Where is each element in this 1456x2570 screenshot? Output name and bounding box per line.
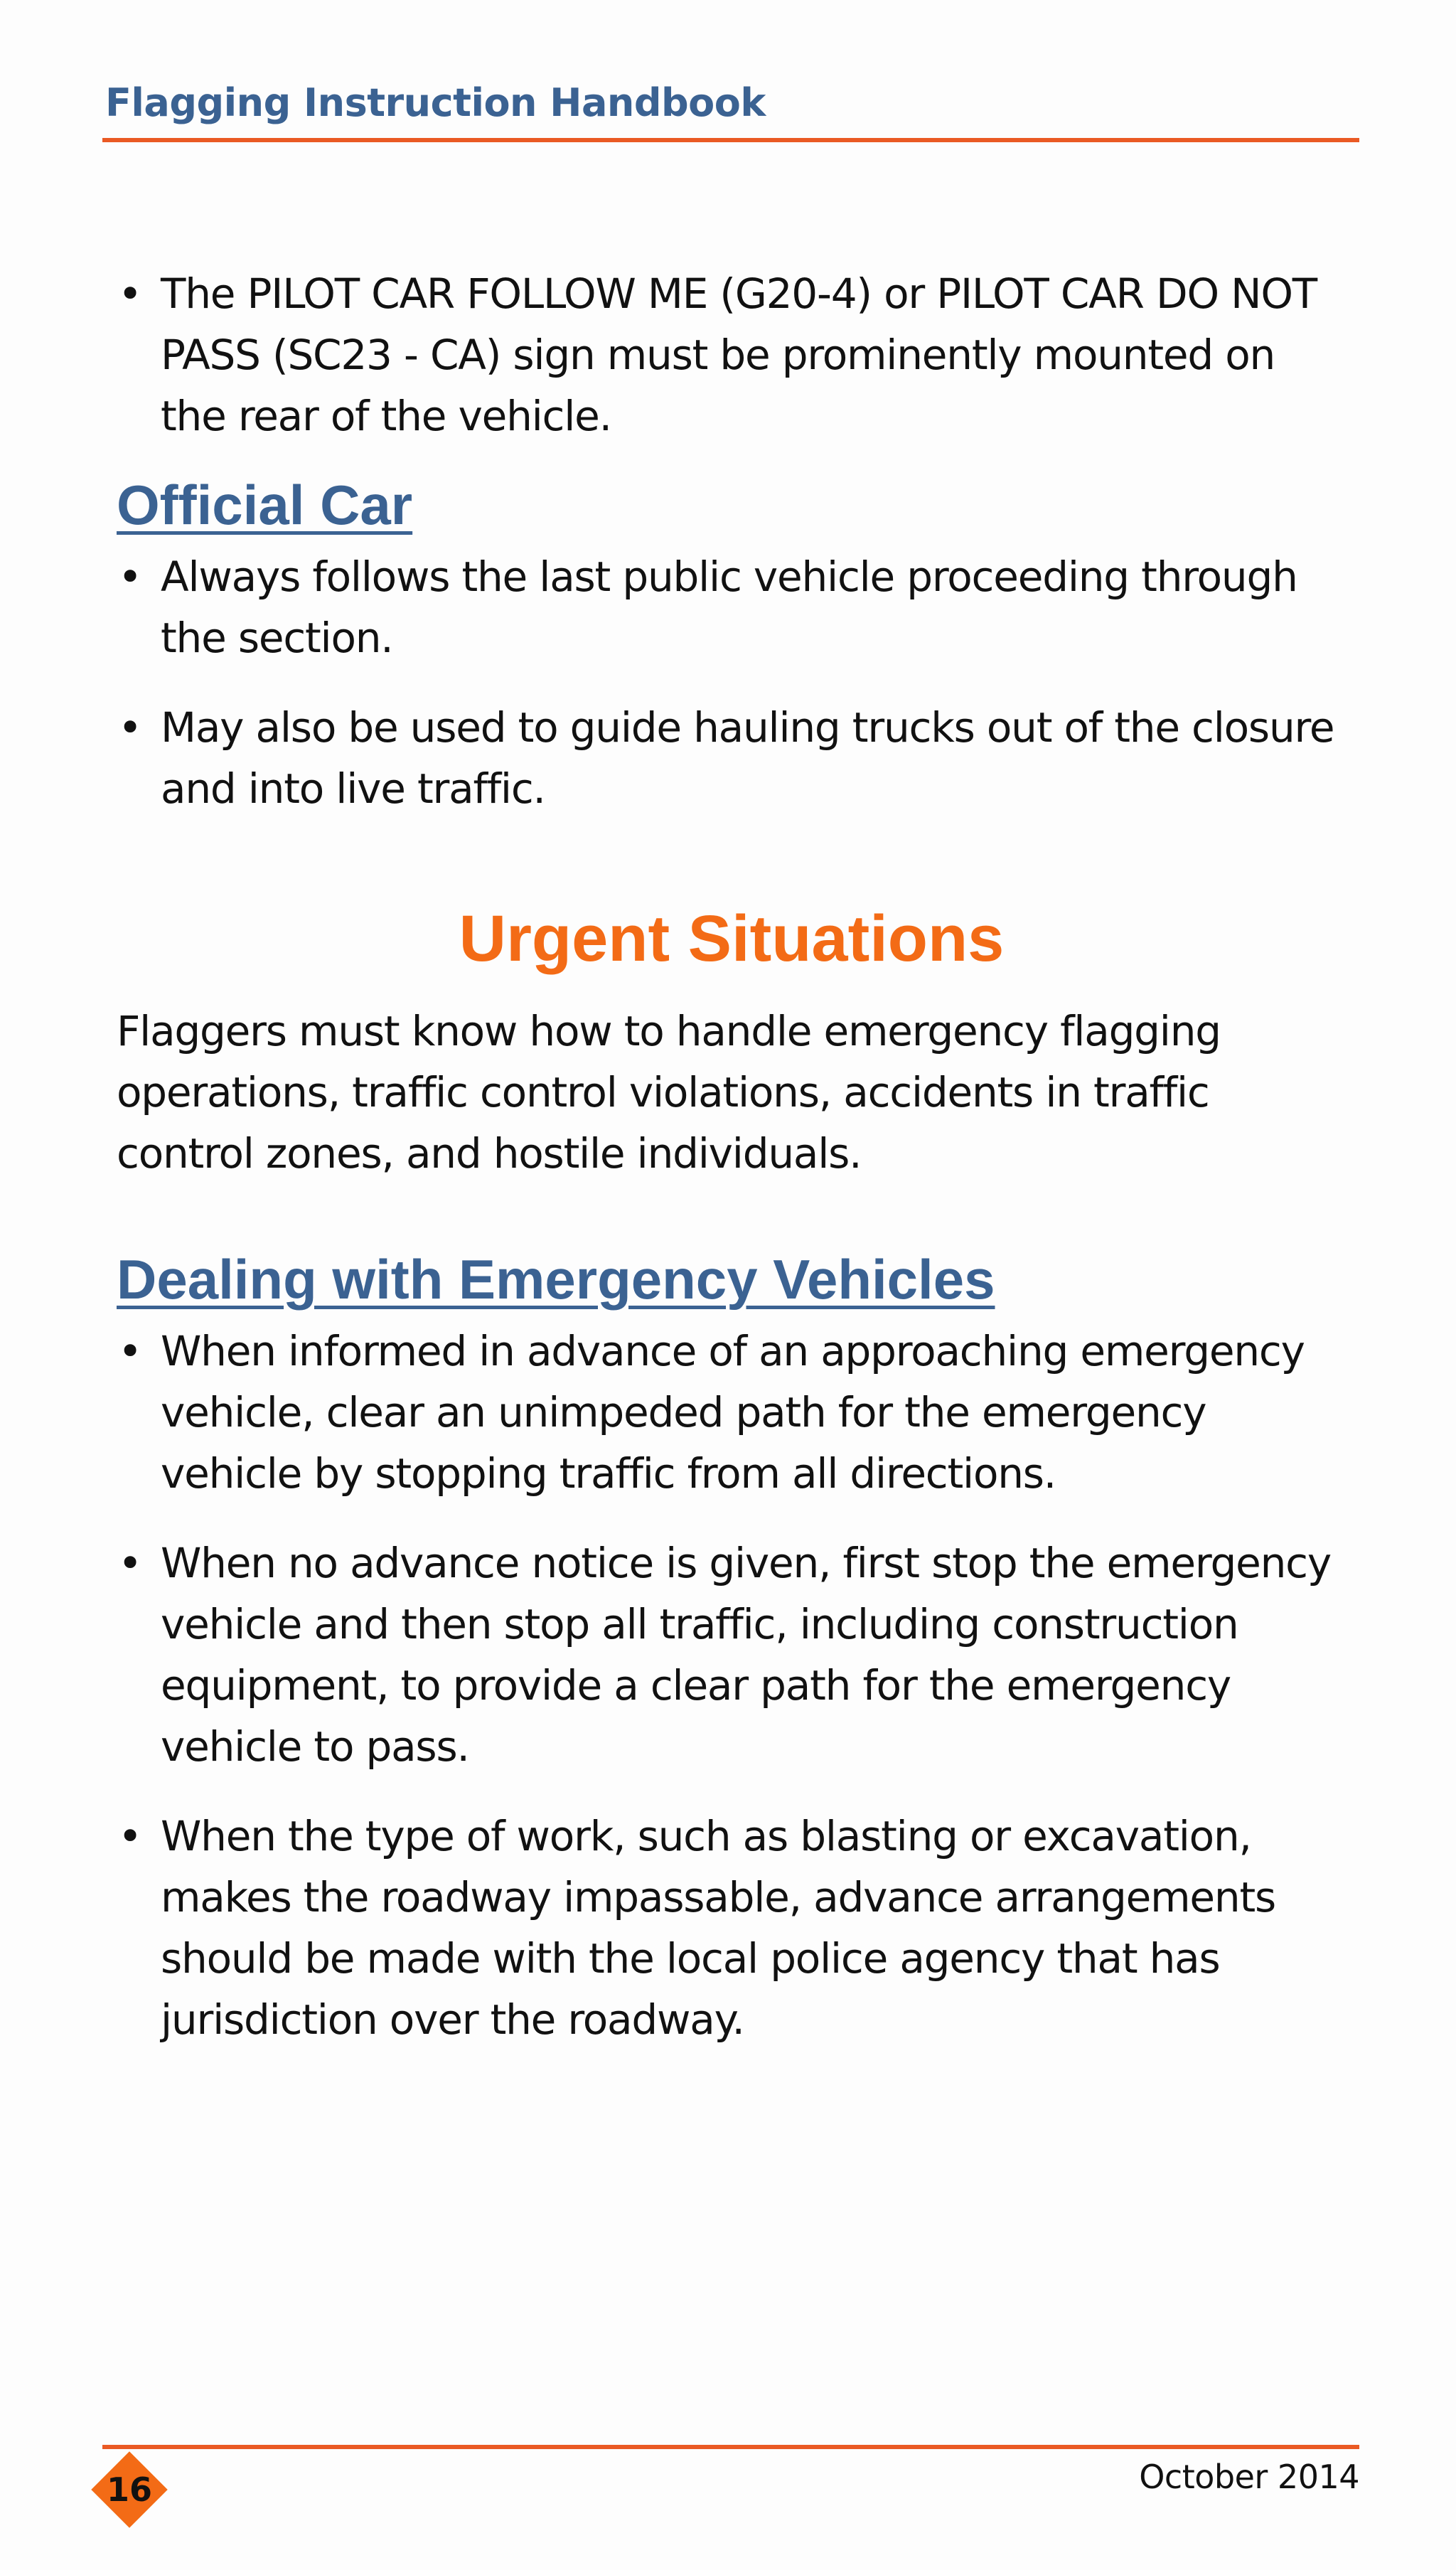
header-title: Flagging Instruction Handbook	[105, 80, 766, 125]
list-item-text: When the type of work, such as blasting or excavation, makes the roadway impassable, advance arrangements should be made with the local police agency that has jurisdiction over the roadway.	[161, 1811, 1276, 2044]
bullet-icon: •	[118, 270, 142, 318]
section-heading-official-car: Official Car	[117, 474, 413, 536]
list-item	[117, 1806, 1347, 2050]
bullet-icon: •	[118, 1811, 142, 1860]
page-content	[117, 263, 1347, 2079]
footer-date: October 2014	[1139, 2458, 1359, 2496]
bullet-icon: •	[118, 1326, 142, 1375]
list-item-text: The PILOT CAR FOLLOW ME (G20-4) or PILOT CAR DO NOT PASS (SC23 - CA) sign must be prominently mounted on the rear of the vehicle.	[161, 270, 1317, 440]
bullet-icon: •	[118, 1538, 142, 1587]
bullet-icon: •	[118, 703, 142, 752]
footer-rule	[102, 2445, 1359, 2449]
list-item	[117, 546, 1347, 668]
urgent-situations-paragraph: Flaggers must know how to handle emergency flagging operations, traffic control violations, accidents in traffic control zones, and hostile individuals.	[117, 1006, 1221, 1178]
list-item-text: Always follows the last public vehicle proceeding through the section.	[161, 552, 1297, 662]
page-number-badge	[90, 2451, 168, 2529]
major-heading-urgent-situations: Urgent Situations	[459, 902, 1005, 975]
list-item	[117, 1532, 1347, 1777]
list-item	[117, 263, 1347, 447]
bullet-icon: •	[118, 552, 142, 601]
page-header	[105, 80, 1358, 125]
list-item	[117, 697, 1347, 819]
intro-bullet-list	[117, 263, 1347, 447]
list-item	[117, 1321, 1347, 1504]
emergency-vehicles-bullet-list	[117, 1321, 1347, 2050]
list-item-text: When no advance notice is given, first stop the emergency vehicle and then stop all traffic, including construction equipment, to provide a clear path for the emergency vehicle to pass.	[161, 1538, 1331, 1771]
page-number: 16	[106, 2470, 152, 2509]
header-rule	[102, 138, 1359, 142]
list-item-text: May also be used to guide hauling trucks out of the closure and into live traffic.	[161, 703, 1334, 813]
list-item-text: When informed in advance of an approaching emergency vehicle, clear an unimpeded path for the emergency vehicle by stopping traffic from all directions.	[161, 1326, 1305, 1498]
official-car-bullet-list	[117, 546, 1347, 819]
section-heading-emergency-vehicles: Dealing with Emergency Vehicles	[117, 1247, 995, 1311]
